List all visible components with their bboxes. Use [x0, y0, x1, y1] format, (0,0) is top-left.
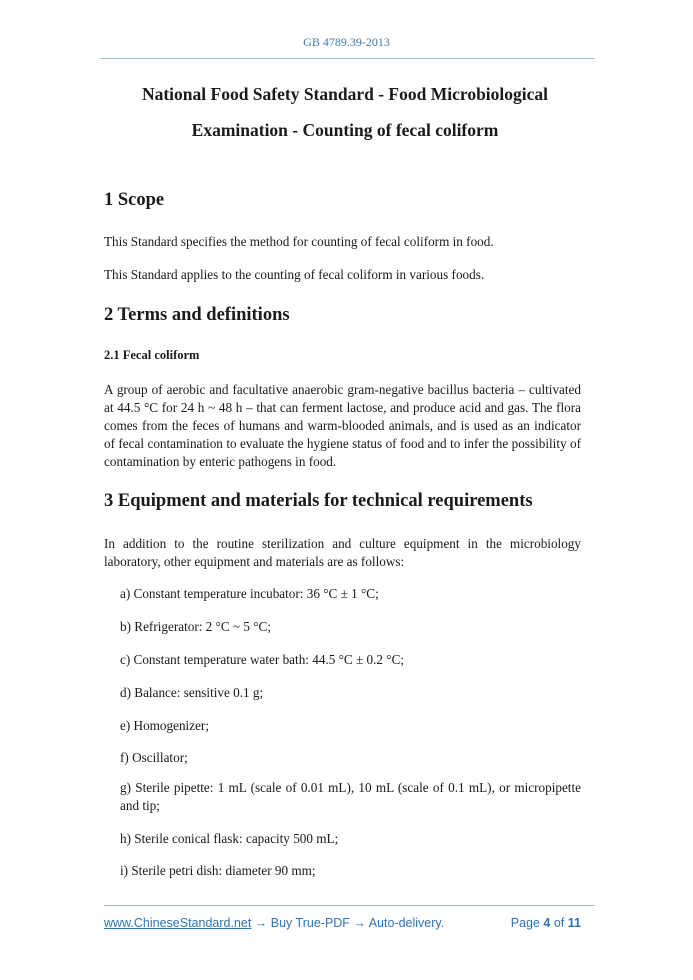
footer-rule — [104, 905, 595, 906]
scope-paragraph-1: This Standard specifies the method for counting of fecal coliform in food. — [104, 234, 494, 249]
equipment-item-g: g) Sterile pipette: 1 mL (scale of 0.01 mL), 10 mL (scale of 0.1 mL), or micropipette and tip; — [120, 780, 581, 813]
subsection-fecal-coliform-heading: 2.1 Fecal coliform — [104, 348, 200, 362]
equipment-item-f: f) Oscillator; — [120, 750, 188, 765]
current-page: 4 — [543, 916, 551, 930]
equipment-item-c: c) Constant temperature water bath: 44.5 °C ± 0.2 °C; — [120, 652, 405, 667]
document-title-line2: Examination - Counting of fecal coliform — [191, 120, 499, 140]
equipment-item-d: d) Balance: sensitive 0.1 g; — [120, 685, 264, 700]
footer — [104, 916, 581, 930]
page-indicator: Page 4 of 11 — [510, 916, 581, 930]
equipment-item-b: b) Refrigerator: 2 °C ~ 5 °C; — [120, 619, 271, 634]
footer-promo-text: → Buy True-PDF → Auto-delivery. — [251, 916, 445, 930]
equipment-item-i: i) Sterile petri dish: diameter 90 mm; — [120, 863, 316, 878]
section-scope-heading: 1 Scope — [104, 190, 165, 210]
equipment-intro: In addition to the routine sterilization and culture equipment in the microbiology laboratory, other equipment and materials are as follows: — [104, 536, 581, 569]
section-equipment-heading: 3 Equipment and materials for technical requirements — [104, 491, 533, 511]
header-rule — [100, 58, 595, 59]
fecal-coliform-definition: A group of aerobic and facultative anaerobic gram-negative bacillus bacteria – cultivated at 44.5 °C for 24 h ~ 48 h – that can ferment lactose, and produce acid and gas. The flora comes from the feces of humans and warm-blooded animals, and is used as an indicator of fecal contamination to evaluate the hygiene status of food and to infer the possibility of contamination by enteric pathogens in food. — [104, 382, 581, 469]
equipment-item-a: a) Constant temperature incubator: 36 °C ± 1 °C; — [120, 586, 379, 601]
scope-paragraph-2: This Standard applies to the counting of fecal coliform in various foods. — [104, 267, 485, 282]
total-pages: 11 — [567, 916, 581, 930]
section-terms-heading: 2 Terms and definitions — [104, 305, 290, 325]
document-title-line1: National Food Safety Standard - Food Microbiological — [141, 84, 549, 104]
header-code: GB 4789.39-2013 — [303, 35, 390, 49]
chinesestandard-link[interactable]: www.ChineseStandard.net — [104, 916, 252, 930]
equipment-item-e: e) Homogenizer; — [120, 718, 209, 733]
equipment-item-h: h) Sterile conical flask: capacity 500 mL; — [120, 831, 339, 846]
